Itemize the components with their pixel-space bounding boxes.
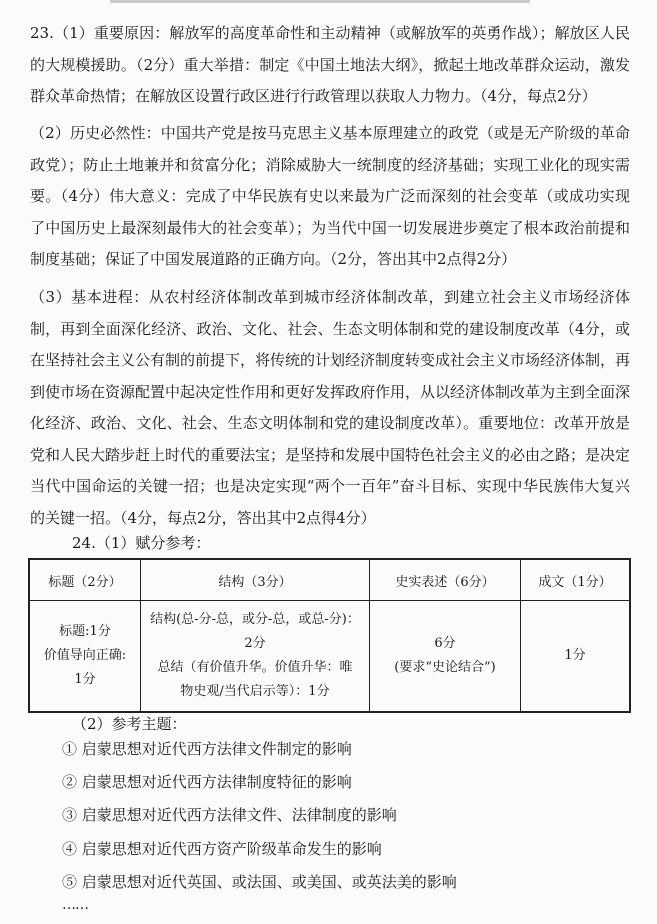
structure-cell-line: 2分 — [244, 636, 266, 651]
cell-title — [29, 601, 141, 713]
header-structure: 结构（3分） — [141, 559, 370, 601]
title-cell-line: 标题:1分 — [59, 624, 111, 639]
list-item: ③ 启蒙思想对近代西方法律文件、法律制度的影响 — [62, 806, 397, 825]
scoring-table-header-row — [29, 559, 630, 601]
q23-part2: （2）历史必然性：中国共产党是按马克思主义基本原理建立的政党（或是无产阶级的革命政党）；防止土地兼并和贫富分化；消除威胁大一统制度的经济基础；实现工业化的现实需要。（4分）伟大意义：完成了中华民族有史以来最为广泛而深刻的社会变革（或成功实现了中国历史上最深刻最伟大的社会变革）；为当代中国一切发展进步奠定了根本政治前提和制度基础；保证了中国发展道路的正确方向。（2分，答出其中2点得2分） — [30, 124, 630, 268]
cell-facts — [370, 601, 521, 713]
scoring-table-body-row — [29, 601, 630, 713]
list-item: ① 启蒙思想对近代西方法律文件制定的影响 — [62, 740, 352, 758]
cell-structure — [141, 601, 370, 713]
q24-heading: 24.（1）赋分参考： — [72, 534, 211, 552]
scoring-table — [28, 558, 631, 713]
facts-cell-line: 6分 — [434, 636, 456, 651]
list-item: ⑤ 启蒙思想对近代英国、或法国、或美国、或英法美的影响 — [62, 872, 457, 891]
list-item: ④ 启蒙思想对近代西方资产阶级革命发生的影响 — [62, 839, 382, 858]
theme-list — [62, 737, 457, 903]
title-cell-line: 价值导向正确: — [43, 648, 127, 663]
ellipsis: …… — [62, 897, 88, 913]
structure-cell-line: 物史观/当代启示等）：1分 — [180, 684, 330, 699]
top-edge-line — [110, 0, 530, 3]
facts-cell-line: (要求“史论结合”) — [394, 660, 496, 675]
list-item: ② 启蒙思想对近代西方法律制度特征的影响 — [62, 773, 352, 792]
q24-part2-heading: （2）参考主题： — [72, 715, 187, 733]
header-facts: 史实表述（6分） — [370, 559, 521, 601]
structure-cell-line: 总结（有价值升华。价值升华：唯 — [157, 660, 353, 675]
header-writing: 成文（1分） — [521, 559, 631, 601]
q23-part3: （3）基本进程：从农村经济体制改革到城市经济体制改革，到建立社会主义市场经济体制，再到全面深化经济、政治、文化、社会、生态文明体制和党的建设制度改革（4分，或在坚持社会主义公有制的前提下，将传统的计划经济制度转变成社会主义市场经济体制，再到使市场在资源配置中起决定性作用和更好发挥政府作用，从以经济体制改革为主到全面深化经济、政治、文化、社会、生态文明体制和党的建设制度改革）。重要地位：改革开放是党和人民大踏步赶上时代的重要法宝；是坚持和发展中国特色社会主义的必由之路；是决定当代中国命运的关键一招；也是决定实现“两个一百年”奋斗目标、实现中华民族伟大复兴的关键一招。（4分，每点2分，答出其中2点得4分） — [30, 288, 631, 527]
structure-cell-line: 结构(总-分-总，或分-总，或总-分)： — [150, 612, 360, 627]
header-title: 标题（2分） — [29, 559, 141, 601]
q23-part1: 23.（1）重要原因：解放军的高度革命性和主动精神（或解放军的英勇作战）；解放区人民的大规模援助。（2分）重大举措：制定《中国土地法大纲》，掀起土地改革群众运动，激发群众革命热情；在解放区设置行政区进行行政管理以获取人力物力。（4分，每点2分） — [30, 24, 630, 105]
cell-writing: 1分 — [521, 601, 631, 713]
title-cell-line: 1分 — [74, 672, 96, 687]
